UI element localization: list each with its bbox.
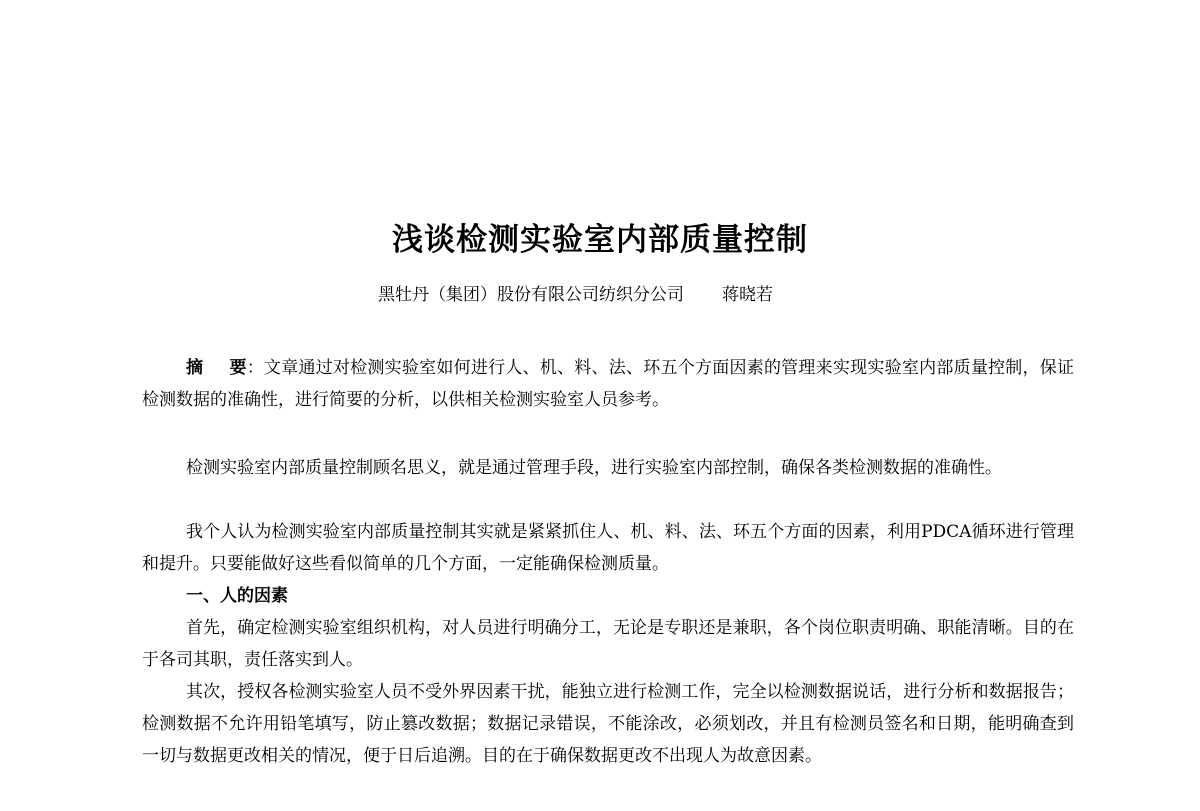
byline [378, 283, 773, 307]
abstract-text: 文章通过对检测实验室如何进行人、机、料、法、环五个方面因素的管理来实现实验室内部质量控制，保证检测数据的准确性，进行简要的分析，以供相关检测实验室人员参考。 [142, 358, 1075, 410]
section-heading-people: 一、人的因素 [186, 586, 288, 606]
affiliation: 黑牡丹（集团）股份有限公司纺织分公司 [378, 285, 684, 305]
abstract-label-char-2: 要 [229, 358, 247, 378]
abstract [142, 352, 1074, 416]
abstract-label [186, 358, 247, 378]
author-name: 蒋晓若 [722, 285, 773, 305]
intro-paragraph-2: 我个人认为检测实验室内部质量控制其实就是紧紧抓住人、机、料、法、环五个方面的因素，利用PDCA循环进行管理和提升。只要能做好这些看似简单的几个方面，一定能确保检测质量。 [142, 522, 1074, 574]
abstract-label-char-1: 摘 [186, 358, 204, 378]
section-paragraph-2: 其次，授权各检测实验室人员不受外界因素干扰，能独立进行检测工作，完全以检测数据说话，进行分析和数据报告；检测数据不允许用铅笔填写，防止篡改数据；数据记录错误，不能涂改，必须划改，并且有检测员签名和日期，能明确查到一切与数据更改相关的情况，便于日后追溯。目的在于确保数据更改不出现人为故意因素。 [142, 682, 1074, 766]
paper-title: 浅谈检测实验室内部质量控制 [392, 222, 808, 258]
section-paragraph-1: 首先，确定检测实验室组织机构，对人员进行明确分工，无论是专职还是兼职，各个岗位职责明确、职能清晰。目的在于各司其职，责任落实到人。 [142, 618, 1074, 670]
intro-paragraph-1: 检测实验室内部质量控制顾名思义，就是通过管理手段，进行实验室内部控制，确保各类检测数据的准确性。 [186, 458, 1002, 478]
abstract-colon: ： [246, 358, 264, 378]
